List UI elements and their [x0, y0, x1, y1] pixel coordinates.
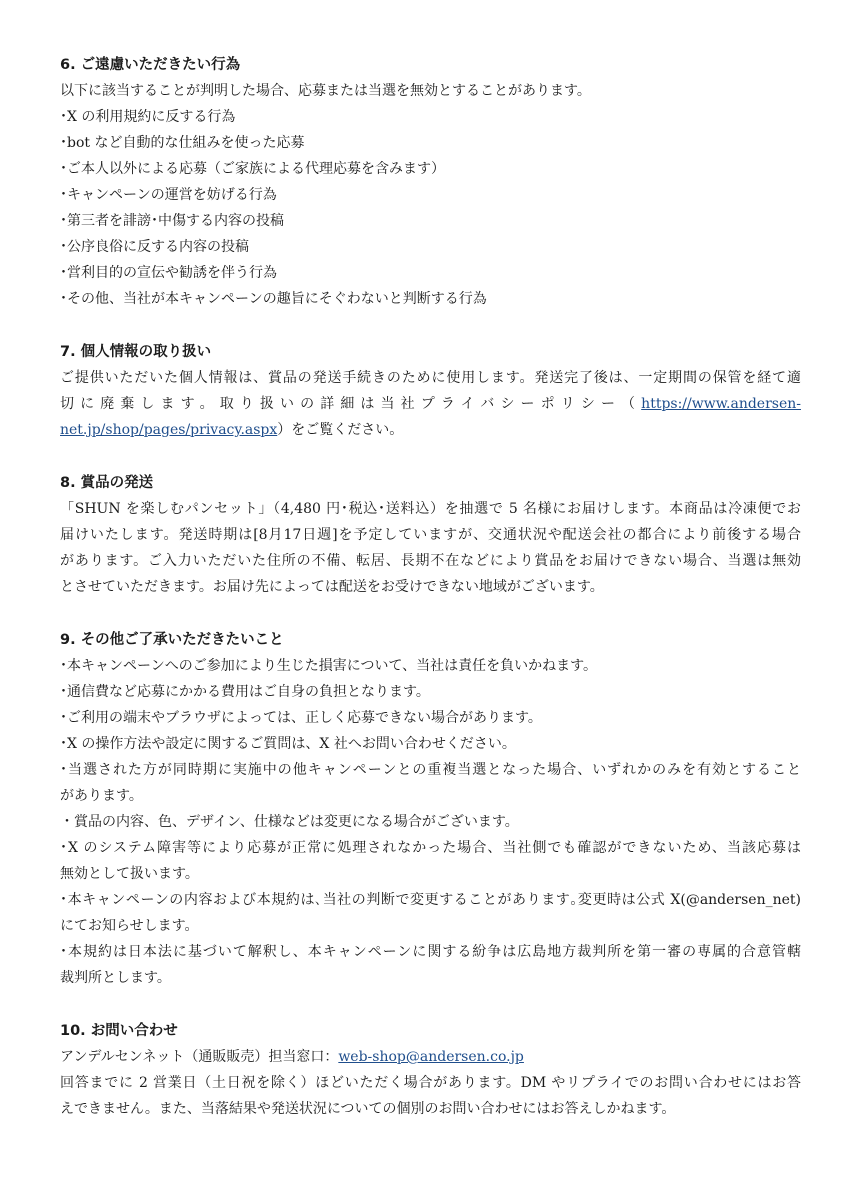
- paragraph-line: 回答までに 2 営業日（土日祝を除く）ほどいただく場合があります。DM やリプライでのお問い合わせにはお答: [60, 1075, 801, 1091]
- list-item: ･ご本人以外による応募（ご家族による代理応募を含みます）: [60, 161, 445, 177]
- paragraph-line: 「SHUN を楽しむパンセット」（4,480 円･税込･送料込）を抽選で 5 名様にお届けします。本商品は冷凍便でお: [60, 501, 801, 517]
- section-heading: 6. ご遠慮いただきたい行為: [60, 57, 241, 73]
- paragraph-text: ）をご覧ください。: [277, 422, 404, 438]
- list-item: があります。: [60, 788, 143, 804]
- list-item: ･営利目的の宣伝や勧誘を伴う行為: [60, 265, 277, 281]
- section-heading: 8. 賞品の発送: [60, 475, 154, 491]
- list-item: ･X のシステム障害等により応募が正常に処理されなかった場合、当社側でも確認ができないため、当該応募は: [60, 840, 801, 856]
- list-item: 裁判所とします。: [60, 970, 171, 986]
- list-item: 無効として扱います。: [60, 866, 199, 882]
- privacy-policy-link[interactable]: https://www.andersen-: [641, 396, 801, 412]
- paragraph-line: ご提供いただいた個人情報は、賞品の発送手続きのために使用します。発送完了後は、一定期間の保管を経て適: [60, 370, 801, 386]
- list-item: ･本規約は日本法に基づいて解釈し、本キャンペーンに関する紛争は広島地方裁判所を第一審の専属的合意管轄: [60, 944, 801, 960]
- section-other-notes: [60, 627, 801, 991]
- notes-list: [60, 653, 801, 991]
- paragraph-line: えできません。また、当落結果や発送状況についての個別のお問い合わせにはお答えしかねます。: [60, 1101, 676, 1117]
- list-item: ･第三者を誹謗･中傷する内容の投稿: [60, 213, 284, 229]
- list-item: ・賞品の内容、色、デザイン、仕様などは変更になる場合がございます。: [60, 814, 519, 830]
- list-item: ･キャンペーンの運営を妨げる行為: [60, 187, 277, 203]
- privacy-policy-link-continued[interactable]: net.jp/shop/pages/privacy.aspx: [60, 422, 278, 438]
- paragraph-line: があります。ご入力いただいた住所の不備、転居、長期不在などにより賞品をお届けできない場合、当選は無効: [60, 553, 801, 569]
- list-item: ･公序良俗に反する内容の投稿: [60, 239, 249, 255]
- section-heading: 9. その他ご了承いただきたいこと: [60, 632, 284, 648]
- section-contact: [60, 1018, 801, 1122]
- paragraph-line: とさせていただきます。お届け先によっては配送をお受けできない地域がございます。: [60, 579, 604, 595]
- list-item: ･bot など自動的な仕組みを使った応募: [60, 135, 305, 151]
- contact-label: アンデルセンネット（通販販売）担当窓口：: [60, 1049, 339, 1065]
- list-item: ･本キャンペーンの内容および本規約は､当社の判断で変更することがあります｡変更時は公式 X(@andersen_net): [60, 892, 801, 908]
- list-item: ･X の利用規約に反する行為: [60, 109, 236, 125]
- list-item: ･ご利用の端末やブラウザによっては、正しく応募できない場合があります。: [60, 710, 542, 726]
- section-personal-info: [60, 339, 801, 443]
- section-prohibited-acts: [60, 52, 801, 312]
- list-item: ･X の操作方法や設定に関するご質問は、X 社へお問い合わせください。: [60, 736, 516, 752]
- list-item: ･その他、当社が本キャンペーンの趣旨にそぐわないと判断する行為: [60, 291, 487, 307]
- list-item: ･本キャンペーンへのご参加により生じた損害について、当社は責任を負いかねます。: [60, 658, 598, 674]
- paragraph-text: 切に廃棄します。取り扱いの詳細は当社プライバシーポリシー（: [60, 396, 642, 412]
- paragraph-line: [60, 391, 801, 417]
- section-heading: 7. 個人情報の取り扱い: [60, 344, 212, 360]
- paragraph-line: 届けいたします。発送時期は[8月17日週]を予定していますが、交通状況や配送会社の都合により前後する場合: [60, 527, 801, 543]
- section-intro: 以下に該当することが判明した場合、応募または当選を無効とすることがあります。: [60, 83, 591, 99]
- contact-line: [60, 1044, 801, 1070]
- section-prize-shipping: [60, 470, 801, 600]
- list-item: ･当選された方が同時期に実施中の他キャンペーンとの重複当選となった場合、いずれかのみを有効とすること: [60, 762, 801, 778]
- paragraph-line: [60, 417, 801, 443]
- contact-email-link[interactable]: web-shop@andersen.co.jp: [338, 1049, 524, 1065]
- list-item: ･通信費など応募にかかる費用はご自身の負担となります。: [60, 684, 430, 700]
- list-item: にてお知らせします。: [60, 918, 199, 934]
- section-heading: 10. お問い合わせ: [60, 1023, 178, 1039]
